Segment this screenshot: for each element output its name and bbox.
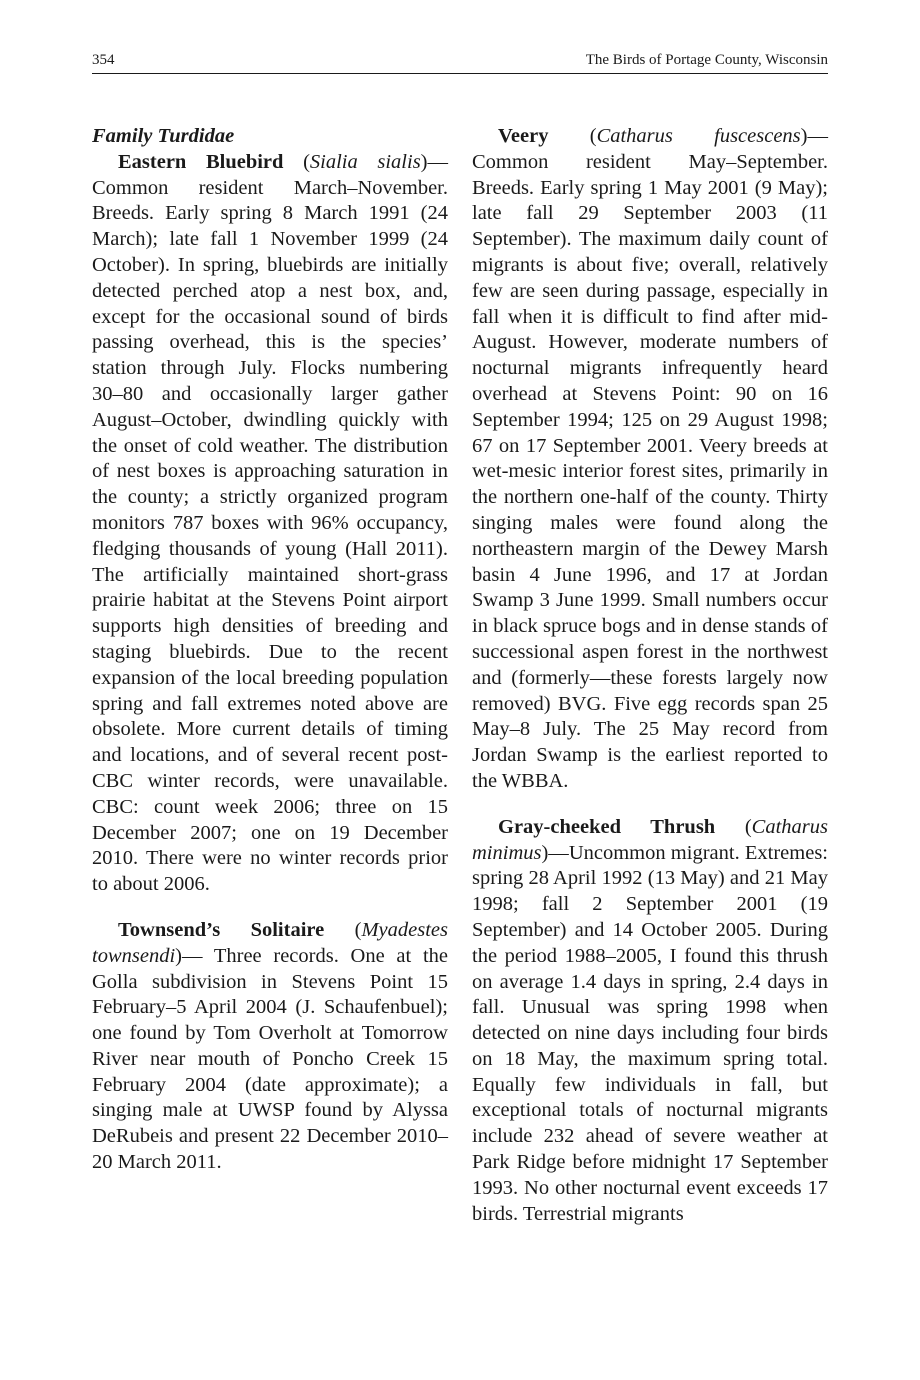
species-account: Uncommon migrant. Extremes: spring 28 April 1992 (13 May) and 21 May 1998; fall 2 September 2001 (19 September) and 14 October 2005. During the period 1988–2005, I found this thrush on average 1.4 days in spring, 2.4 days in fall. Unusual was spring 1998 when detected on nine days including four birds on 18 May, the maximum spring total. Equally few individuals in fall, but exceptional totals of nocturnal migrants include 232 ahead of severe weather at Park Ridge before midnight 17 September 1993. No other nocturnal event exceeds 17 birds. Terrestrial migrants	[472, 841, 828, 1225]
species-name: Veery	[498, 125, 549, 147]
species-name: Townsend’s Solitaire	[118, 918, 325, 941]
species-account: Common resident March–November. Breeds. Early spring 8 March 1991 (24 March); late fall 1 November 1999 (24 October). In spring, bluebirds are initially detected perched atop a nest box, and, except for the occasional sound of birds passing overhead, this is the species’ station through July. Flocks numbering 30–80 and occasionally larger gather August–October, dwindling quickly with the onset of cold weather. The distribution of nest boxes is approaching saturation in the county; a strictly organized program monitors 787 boxes with 96% occupancy, fledging thousands of young (Hall 2011). The artificially maintained short-grass prairie habitat at the Stevens Point airport supports high densities of breeding and staging bluebirds. Due to the recent expansion of the local breeding population spring and fall extremes noted above are obsolete. More current details of timing and locations, and of several recent post-CBC winter records, were unavailable. CBC: count week 2006; three on 15 December 2007; one on 19 December 2010. There were no winter records prior to about 2006.	[92, 176, 448, 896]
paren-close: )—	[420, 150, 448, 173]
scientific-name: Catharus minimus	[472, 815, 828, 864]
species-account: Common resident May–September. Breeds. Early spring 1 May 2001 (9 May); late fall 29 September 2003 (11 September). The maximum daily count of migrants is about five; overall, relatively few are seen during passage, especially in fall when it is difficult to find after mid-August. However, moderate numbers of nocturnal migrants infrequently heard overhead at Stevens Point: 90 on 16 September 1994; 125 on 29 August 1998; 67 on 17 September 2001. Veery breeds at wet-mesic interior forest sites, primarily in the northern one-half of the county. Thirty singing males were found along the northeastern margin of the Dewey Marsh basin 4 June 1996, and 17 at Jordan Swamp 3 June 1999. Small numbers occur in black spruce bogs and in dense stands of successional aspen forest in the northwest and (formerly—these forests largely now removed) BVG. Five egg records span 25 May–8 July. The 25 May record from Jordan Swamp is the earliest reported to the WBBA.	[472, 150, 828, 792]
right-column	[472, 124, 828, 1227]
scientific-name: Catharus fuscescens	[596, 125, 801, 147]
paren-open: (	[283, 150, 310, 173]
paren-open: (	[548, 125, 597, 147]
paren-open: (	[324, 918, 362, 941]
running-title: The Birds of Portage County, Wisconsin	[585, 52, 828, 68]
paren-close: )—	[175, 944, 214, 967]
paren-close: )—	[800, 125, 828, 147]
species-name: Gray-cheeked Thrush	[498, 815, 716, 838]
species-entry-eastern-bluebird	[92, 150, 448, 898]
paren-open: (	[715, 815, 752, 838]
species-entry-veery	[472, 124, 828, 795]
page-header	[92, 50, 828, 74]
scientific-name: Myadestes townsendi	[92, 918, 449, 967]
scientific-name: Sialia sialis	[309, 150, 421, 173]
page-number: 354	[92, 52, 115, 68]
left-column	[92, 124, 448, 1176]
species-entry-townsends-solitaire	[92, 918, 448, 1176]
species-entry-gray-cheeked-thrush	[472, 815, 828, 1228]
species-name: Eastern Bluebird	[118, 150, 284, 173]
family-heading: Family Turdidae	[92, 125, 235, 147]
paren-close: )—	[541, 841, 569, 864]
header-rule	[92, 73, 828, 74]
species-account: Three records. One at the Golla subdivision in Stevens Point 15 February–5 April 2004 (J. Schaufenbuel); one found by Tom Overholt at Tomorrow River near mouth of Poncho Creek 15 February 2004 (date approximate); a singing male at UWSP found by Alyssa DeRubeis and present 22 December 2010–20 March 2011.	[92, 944, 448, 1174]
